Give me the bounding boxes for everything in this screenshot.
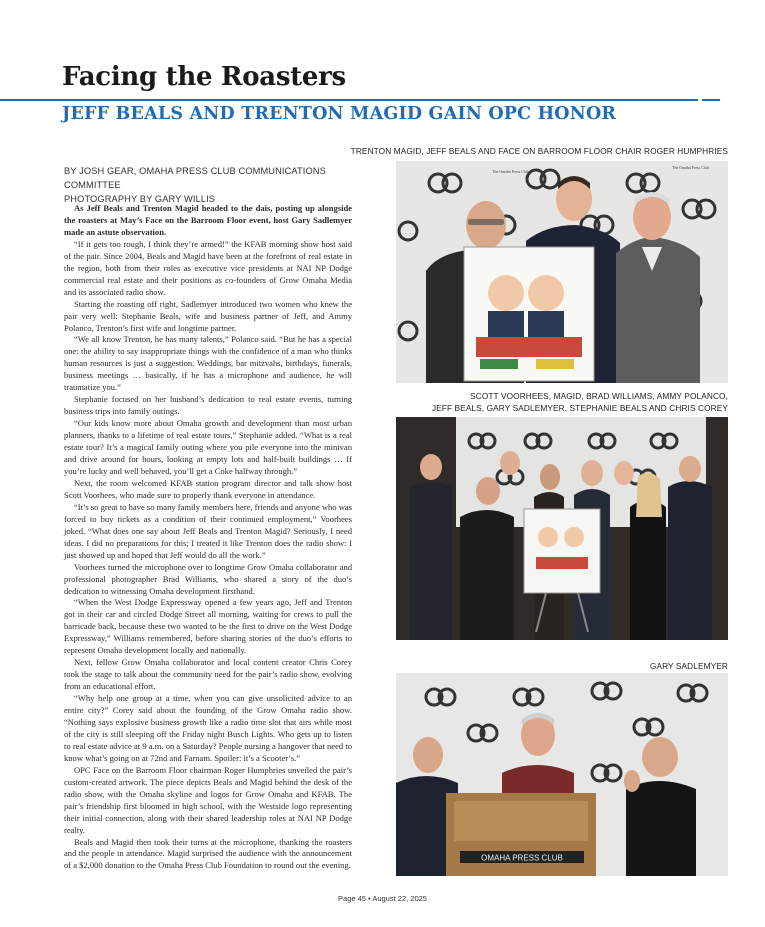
paragraph: Next, fellow Grow Omaha collaborator and local content creator Chris Corey took the stage to talk about the community need for the pair’s radio show, evolving from an educational effort. xyxy=(64,657,352,692)
caption-line: JEFF BEALS, GARY SADLEMYER, STEPHANIE BEALS AND CHRIS COREY xyxy=(431,402,728,413)
photo-roasted-pair xyxy=(396,161,728,383)
page-footer: Page 45 • August 22, 2025 xyxy=(338,894,427,903)
paragraph: “We all know Trenton, he has many talents,” Polanco said. “But he has a special one: the ability to say inappropriate things with the confidence of a man who thinks human resources is just a suggestion. Weddings, bar mitzvahs, birthdays, funerals, business meetings … basically, if he has a microphone and audience, he will traumatize you.” xyxy=(64,334,352,393)
photo-group-image xyxy=(396,417,728,640)
photo-group xyxy=(396,417,728,640)
paragraph: Beals and Magid then took their turns at the microphone, thanking the roasters and the people in attendance. Magid surprised the audience with the announcement of a $2,000 donation to the Omaha Press Club Foundation to round out the evening. xyxy=(64,836,352,871)
photo-caption-2 xyxy=(432,391,728,414)
podium-sign: OMAHA PRESS CLUB xyxy=(481,853,563,863)
paragraph: “If it gets too rough, I think they’re armed!” the KFAB morning show host said of the pair. Since 2004, Beals and Magid have been at the forefront of real estate in the region, both from their roles as executive vice presidents at NAI NP Dodge commercial real estate and their positions as co-founders of Grow Omaha Media and its associated radio show. xyxy=(64,238,352,297)
photo-host-podium-image xyxy=(396,673,728,876)
byline-author: BY JOSH GEAR, OMAHA PRESS CLUB COMMUNICATIONS COMMITTEE xyxy=(64,166,326,190)
rule-end xyxy=(702,99,716,101)
byline-photographer: PHOTOGRAPHY BY GARY WILLIS xyxy=(64,194,216,204)
article-subtitle: JEFF BEALS AND TRENTON MAGID GAIN OPC HONOR xyxy=(62,104,617,124)
club-name-text: The Omaha Press Club xyxy=(492,169,529,174)
paragraph: Stephanie focused on her husband’s dedication to real estate events, turning business trips into family outings. xyxy=(64,394,352,417)
paragraph: “It’s so great to have so many family members here, friends and anyone who was forced to buy tickets as a condition of their continued employment,” Voorhees joked. “What does one say about Jeff Beals and Trenton Magid? Seriously, I need ideas. I did no preparations for this; I treated it like Trenton does the radio show: I just showed up and hoped that Jeff would do all the work.” xyxy=(64,501,352,560)
photo-host-podium xyxy=(396,673,728,876)
paragraph: Next, the room welcomed KFAB station program director and talk show host Scott Voorhees, who made sure to properly thank everyone in attendance. xyxy=(64,477,352,500)
title-rule xyxy=(0,99,720,101)
paragraph: “Our kids know more about Omaha growth and development than most urban planners, thanks to a lifetime of real estate tours,” Stephanie added. “What is a real estate tour? It’s a magical family outing where you pile everyone into the minivan and drive around for hours, looking at empty lots and half-built buildings … If you’re lucky and well behaved, you’ll get a Coke halfway through.” xyxy=(64,418,352,476)
photo-caption-1: TRENTON MAGID, JEFF BEALS AND FACE ON BARROOM FLOOR CHAIR ROGER HUMPHRIES xyxy=(350,146,728,156)
photo-roasted-pair-image xyxy=(396,161,728,383)
article-body xyxy=(64,203,352,872)
paragraph: “Why help one group at a time, when you can give unsolicited advice to an entire city?” Corey said about the founding of the Grow Omaha radio show. “Nothing says explosive business growth like a radio time slot that airs while most of the city is still sleeping off the Friday night Busch Lights. Who gets up to listen to real estate advice at 9 a.m. on a Saturday? People nursing a hangover that need to know what’s going on at 72nd and Farnam. Spoiler: it’s a Scooter’s.” xyxy=(64,693,352,763)
paragraph: As Jeff Beals and Trenton Magid headed to the dais, posting up alongside the roasters at May’s Face on the Barroom Floor event, host Gary Sadlemyer made an astute observation. xyxy=(64,203,352,237)
caption-line: SCOTT VOORHEES, MAGID, BRAD WILLIAMS, AMMY POLANCO, xyxy=(470,391,728,401)
caricature-artwork xyxy=(524,509,600,593)
article-title: Facing the Roasters xyxy=(62,62,346,92)
paragraph: Voorhees turned the microphone over to longtime Grow Omaha collaborator and professional photographer Brad Williams, who shared a story of the duo’s dedication to witnessing Omaha development firsthand. xyxy=(64,561,352,596)
paragraph: “When the West Dodge Expressway opened a few years ago, Jeff and Trenton got in their car and circled Dodge Street all morning, waiting for crews to pull the barricade back, because these two wanted to be the first to drive on the West Dodge Expressway,” Williams remembered, before sharing stories of the duo’s efforts to represent Omaha development locally and nationally. xyxy=(64,597,352,656)
byline xyxy=(64,164,364,206)
club-name-text: The Omaha Press Club xyxy=(672,165,709,170)
photo-caption-3: GARY SADLEMYER xyxy=(649,661,728,671)
paragraph: OPC Face on the Barroom Floor chairman Roger Humphries unveiled the pair’s custom-created artwork. The piece depicts Beals and Magid behind the desk of the radio show, with the Omaha skyline and logos for Grow Omaha and KFAB. The pair’s friendship first bloomed in high school, with the Westside logo representing their initial connection, along with their shared leadership roles at NAI NP Dodge realty. xyxy=(64,764,352,835)
paragraph: Starting the roasting off right, Sadlemyer introduced two women who knew the pair very well: Stephanie Beals, wife and business partner of Jeff, and Ammy Polanco, Trenton’s first wife and longtime partner. xyxy=(64,298,352,333)
